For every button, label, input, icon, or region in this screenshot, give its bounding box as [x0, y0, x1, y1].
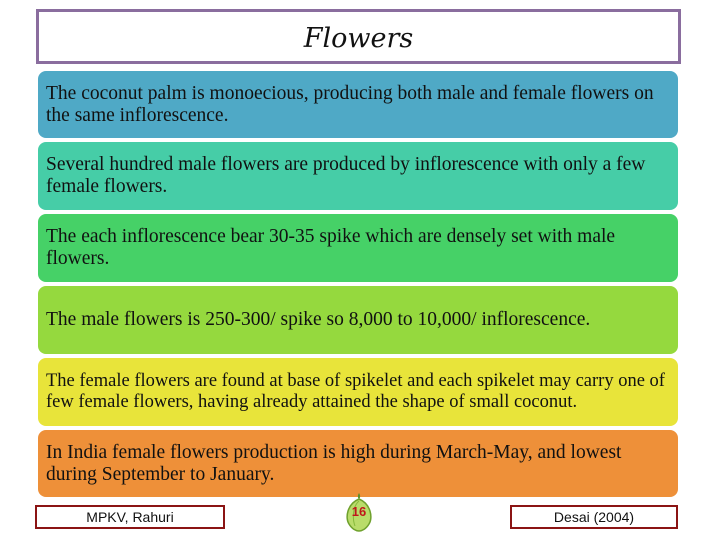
band-1-text: The coconut palm is monoecious, producing both male and female flowers on the same inflorescence. [46, 82, 654, 126]
content-band-4 [38, 286, 678, 354]
content-band-1 [38, 71, 678, 138]
band-4-text: The male flowers is 250-300/ spike so 8,000 to 10,000/ inflorescence. [46, 309, 591, 330]
footer-citation [510, 505, 678, 529]
band-3-text: The each inflorescence bear 30-35 spike which are densely set with male flowers. [46, 226, 616, 269]
content-band-5 [38, 358, 678, 426]
content-band-3 [38, 214, 678, 282]
content-band-2 [38, 142, 678, 210]
footer-institution [35, 505, 225, 529]
band-5-text: The female flowers are found at base of spikelet and each spikelet may carry one of few female flowers, having already attained the shape of small coconut. [46, 371, 665, 412]
band-6-text: In India female flowers production is high during March-May, and lowest during September to January. [46, 441, 622, 485]
page-number: 16 [351, 504, 367, 519]
footer-institution-text: MPKV, Rahuri [86, 509, 174, 525]
slide-title: Flowers [303, 23, 414, 54]
band-2-text: Several hundred male flowers are produced by inflorescence with only a few female flowers. [46, 154, 646, 197]
footer-citation-text: Desai (2004) [553, 509, 635, 525]
page-number-badge [343, 492, 375, 532]
content-band-6 [38, 430, 678, 497]
slide-title-box [36, 9, 681, 64]
